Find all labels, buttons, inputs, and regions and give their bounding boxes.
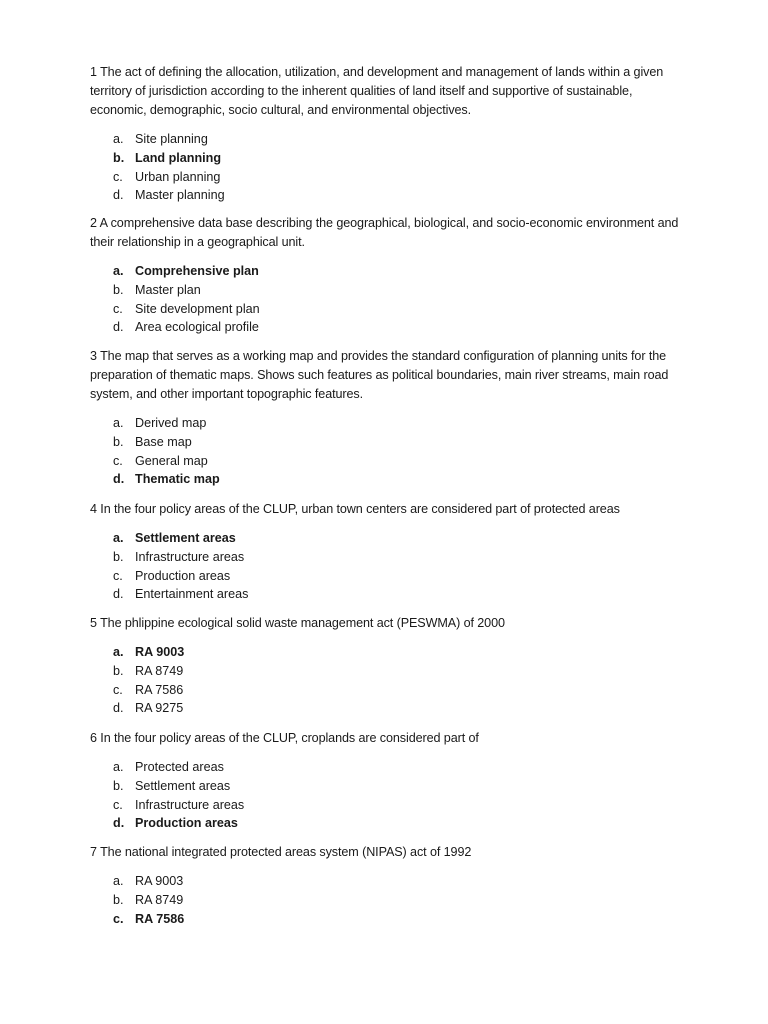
option-item[interactable] bbox=[113, 758, 244, 777]
option-text: RA 8749 bbox=[135, 663, 184, 678]
option-list bbox=[113, 529, 248, 604]
question-5 bbox=[90, 614, 690, 716]
option-item[interactable] bbox=[113, 548, 248, 567]
option-letter: c. bbox=[113, 169, 123, 184]
option-text: Site planning bbox=[135, 132, 208, 146]
question-1 bbox=[90, 63, 690, 203]
option-item[interactable] bbox=[113, 130, 225, 149]
question-2 bbox=[90, 214, 690, 335]
option-list bbox=[113, 758, 244, 833]
option-text: Urban planning bbox=[135, 169, 221, 184]
option-item[interactable] bbox=[113, 643, 184, 662]
option-item[interactable] bbox=[113, 433, 220, 452]
option-item[interactable] bbox=[113, 186, 225, 205]
question-stem: 4 In the four policy areas of the CLUP, urban town centers are considered part of protected areas bbox=[90, 502, 620, 516]
option-text: Production areas bbox=[135, 568, 231, 583]
question-7 bbox=[90, 843, 690, 926]
option-item[interactable] bbox=[113, 814, 244, 833]
option-item[interactable] bbox=[113, 318, 260, 337]
option-item[interactable] bbox=[113, 470, 220, 489]
question-4 bbox=[90, 500, 690, 602]
option-letter: a. bbox=[113, 132, 124, 146]
option-text: Protected areas bbox=[135, 760, 224, 774]
question-stem: 3 The map that serves as a working map and provides the standard configuration of planning units for the preparation of thematic maps. Shows such features as political boundaries, main river streams, main road system, and other important topographic features. bbox=[90, 349, 669, 401]
option-letter: a. bbox=[113, 760, 124, 774]
option-item[interactable] bbox=[113, 796, 244, 815]
option-item[interactable] bbox=[113, 281, 260, 300]
option-letter: d. bbox=[113, 320, 124, 335]
option-text: RA 9003 bbox=[135, 645, 185, 659]
question-3 bbox=[90, 347, 690, 487]
question-stem: 6 In the four policy areas of the CLUP, croplands are considered part of bbox=[90, 731, 479, 745]
option-text: RA 9003 bbox=[135, 874, 184, 888]
option-letter: b. bbox=[113, 663, 124, 678]
option-text: Area ecological profile bbox=[135, 320, 259, 335]
option-item[interactable] bbox=[113, 681, 184, 700]
option-letter: d. bbox=[113, 188, 124, 203]
option-letter: b. bbox=[113, 282, 124, 297]
option-text: RA 8749 bbox=[135, 892, 184, 907]
option-list bbox=[113, 872, 184, 928]
option-letter: b. bbox=[113, 150, 125, 165]
question-stem: 7 The national integrated protected areas system (NIPAS) act of 1992 bbox=[90, 845, 472, 859]
option-list bbox=[113, 414, 220, 489]
option-item[interactable] bbox=[113, 529, 248, 548]
option-text: RA 7586 bbox=[135, 911, 185, 926]
question-stem: 2 A comprehensive data base describing the geographical, biological, and socio-economic environment and their relationship in a geographical unit. bbox=[90, 216, 679, 249]
option-text: Land planning bbox=[135, 150, 222, 165]
option-letter: b. bbox=[113, 434, 124, 449]
option-item[interactable] bbox=[113, 777, 244, 796]
option-letter: c. bbox=[113, 568, 123, 583]
option-item[interactable] bbox=[113, 891, 184, 910]
option-list bbox=[113, 643, 184, 718]
question-6 bbox=[90, 729, 690, 831]
option-text: Settlement areas bbox=[135, 531, 236, 545]
option-item[interactable] bbox=[113, 414, 220, 433]
option-letter: c. bbox=[113, 797, 123, 812]
option-letter: c. bbox=[113, 911, 124, 926]
option-letter: c. bbox=[113, 682, 123, 697]
option-text: RA 9275 bbox=[135, 701, 184, 716]
option-list bbox=[113, 262, 260, 337]
option-text: RA 7586 bbox=[135, 682, 184, 697]
option-letter: d. bbox=[113, 816, 125, 831]
option-text: Thematic map bbox=[135, 472, 220, 487]
option-letter: d. bbox=[113, 701, 124, 716]
option-text: Master planning bbox=[135, 188, 225, 203]
option-item[interactable] bbox=[113, 262, 260, 281]
option-item[interactable] bbox=[113, 699, 184, 718]
option-text: Infrastructure areas bbox=[135, 797, 245, 812]
option-list bbox=[113, 130, 225, 205]
option-text: Entertainment areas bbox=[135, 587, 249, 602]
option-item[interactable] bbox=[113, 300, 260, 319]
option-item[interactable] bbox=[113, 662, 184, 681]
option-item[interactable] bbox=[113, 585, 248, 604]
option-letter: b. bbox=[113, 892, 124, 907]
option-letter: a. bbox=[113, 416, 124, 430]
question-stem: 1 The act of defining the allocation, utilization, and development and management of lands within a given territory of jurisdiction according to the inherent qualities of land itself and supportive of sustainable, economic, demographic, socio cultural, and environmental objectives. bbox=[90, 65, 664, 117]
option-letter: a. bbox=[113, 531, 124, 545]
option-item[interactable] bbox=[113, 168, 225, 187]
option-item[interactable] bbox=[113, 910, 184, 929]
option-letter: c. bbox=[113, 453, 123, 468]
question-stem: 5 The phlippine ecological solid waste management act (PESWMA) of 2000 bbox=[90, 616, 505, 630]
option-letter: d. bbox=[113, 472, 125, 487]
option-text: Production areas bbox=[135, 816, 238, 831]
option-letter: d. bbox=[113, 587, 124, 602]
option-item[interactable] bbox=[113, 149, 225, 168]
option-text: Base map bbox=[135, 434, 192, 449]
option-letter: b. bbox=[113, 549, 124, 564]
option-item[interactable] bbox=[113, 872, 184, 891]
option-text: Comprehensive plan bbox=[135, 264, 259, 278]
option-letter: a. bbox=[113, 874, 124, 888]
option-text: Derived map bbox=[135, 416, 207, 430]
option-letter: a. bbox=[113, 645, 124, 659]
option-text: General map bbox=[135, 453, 208, 468]
option-item[interactable] bbox=[113, 567, 248, 586]
option-letter: c. bbox=[113, 301, 123, 316]
option-text: Infrastructure areas bbox=[135, 549, 245, 564]
option-letter: a. bbox=[113, 264, 124, 278]
option-letter: b. bbox=[113, 778, 124, 793]
option-text: Settlement areas bbox=[135, 778, 231, 793]
option-text: Master plan bbox=[135, 282, 201, 297]
option-item[interactable] bbox=[113, 452, 220, 471]
option-text: Site development plan bbox=[135, 301, 260, 316]
